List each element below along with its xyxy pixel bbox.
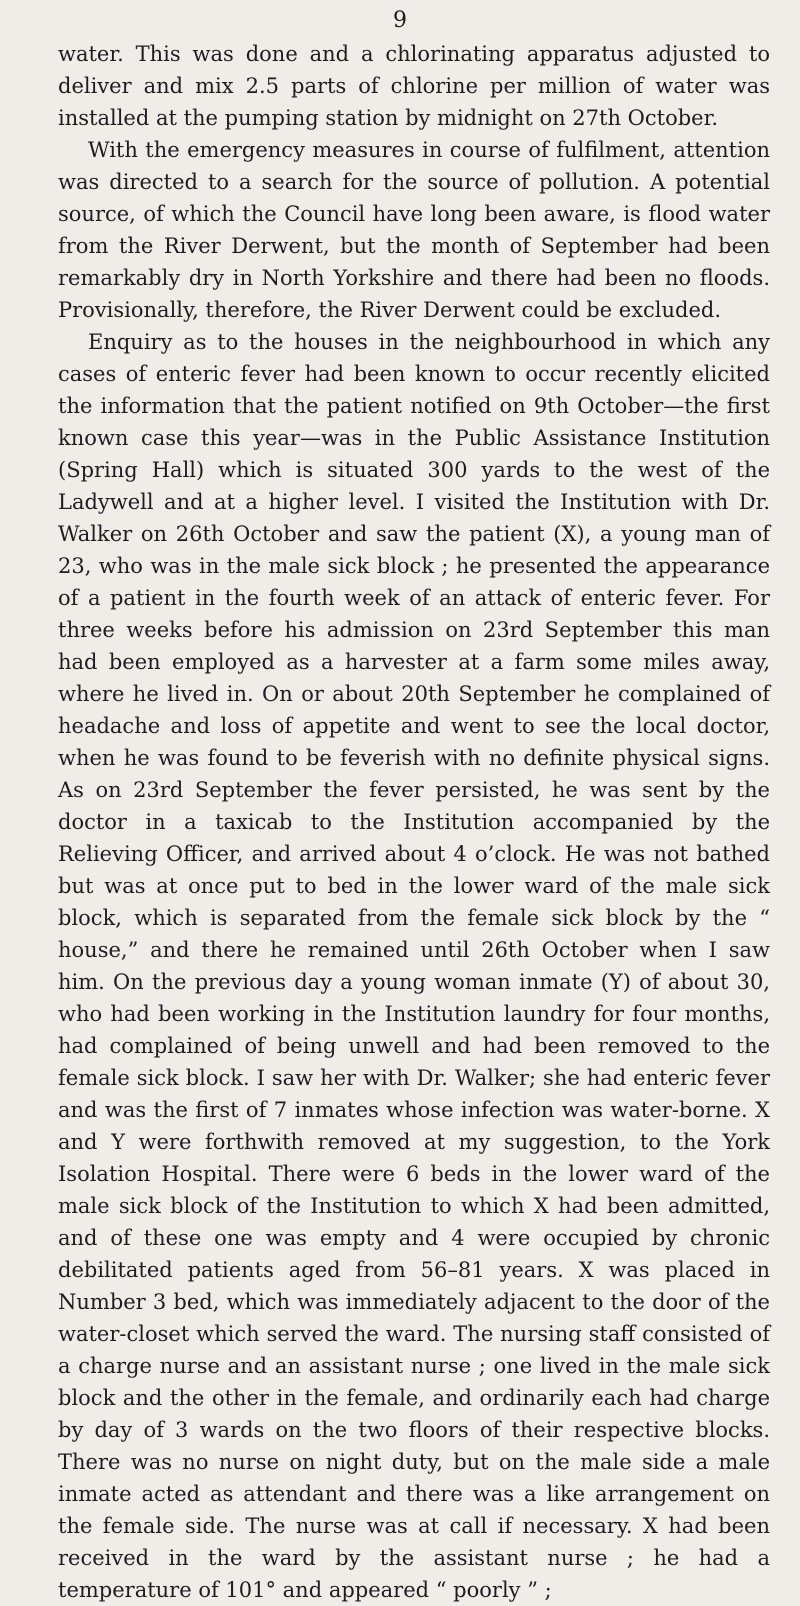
body-text (58, 38, 770, 1606)
page-number: 9 (393, 8, 407, 33)
paragraph-pollution-source: With the emergency measures in course of fulfilment, attention was directed to a search for the source of pollution. A potential source, of which the Council have long been aware, is flood water from the River Derwent, but the month of September had been remarkably dry in North Yorkshire and there had been no floods. Provisionally, therefore, the River Derwent could be excluded. (58, 138, 770, 322)
paragraph-continued: water. This was done and a chlorinating apparatus adjusted to deliver and mix 2.5 parts of chlorine per million of water was installed at the pumping station by midnight on 27th October. (58, 42, 770, 130)
paragraph-enquiry: Enquiry as to the houses in the neighbourhood in which any cases of enteric fever had been known to occur recently elicited the information that the patient notified on 9th October—the first known case this year—was in the Public Assistance Institution (Spring Hall) which is situated 300 yards to the west of the Ladywell and at a higher level. I visited the Institution with Dr. Walker on 26th October and saw the patient (X), a young man of 23, who was in the male sick block ; he presented the appearance of a patient in the fourth week of an attack of enteric fever. For three weeks before his admission on 23rd September this man had been employed as a harvester at a farm some miles away, where he lived in. On or about 20th September he complained of headache and loss of appetite and went to see the local doctor, when he was found to be feverish with no definite physical signs. As on 23rd September the fever persisted, he was sent by the doctor in a taxicab to the Institution accompanied by the Relieving Officer, and arrived about 4 o’clock. He was not bathed but was at once put to bed in the lower ward of the male sick block, which is separated from the female sick block by the “ house,” and there he remained until 26th October when I saw him. On the previous day a young woman inmate (Y) of about 30, who had been working in the Institution laundry for four months, had complained of being unwell and had been removed to the female sick block. I saw her with Dr. Walker; she had enteric fever and was the first of 7 inmates whose infection was water-borne. X and Y were forthwith removed at my suggestion, to the York Isolation Hospital. There were 6 beds in the lower ward of the male sick block of the Institution to which X had been admitted, and of these one was empty and 4 were occupied by chronic debilitated patients aged from 56–81 years. X was placed in Number 3 bed, which was immediately adjacent to the door of the water-closet which served the ward. The nursing staff consisted of a charge nurse and an assistant nurse ; one lived in the male sick block and the other in the female, and ordinarily each had charge by day of 3 wards on the two floors of their respective blocks. There was no nurse on night duty, but on the male side a male inmate acted as attendant and there was a like arrangement on the female side. The nurse was at call if necessary. X had been received in the ward by the assistant nurse ; he had a temperature of 101° and appeared “ poorly ” ; (58, 330, 770, 1602)
